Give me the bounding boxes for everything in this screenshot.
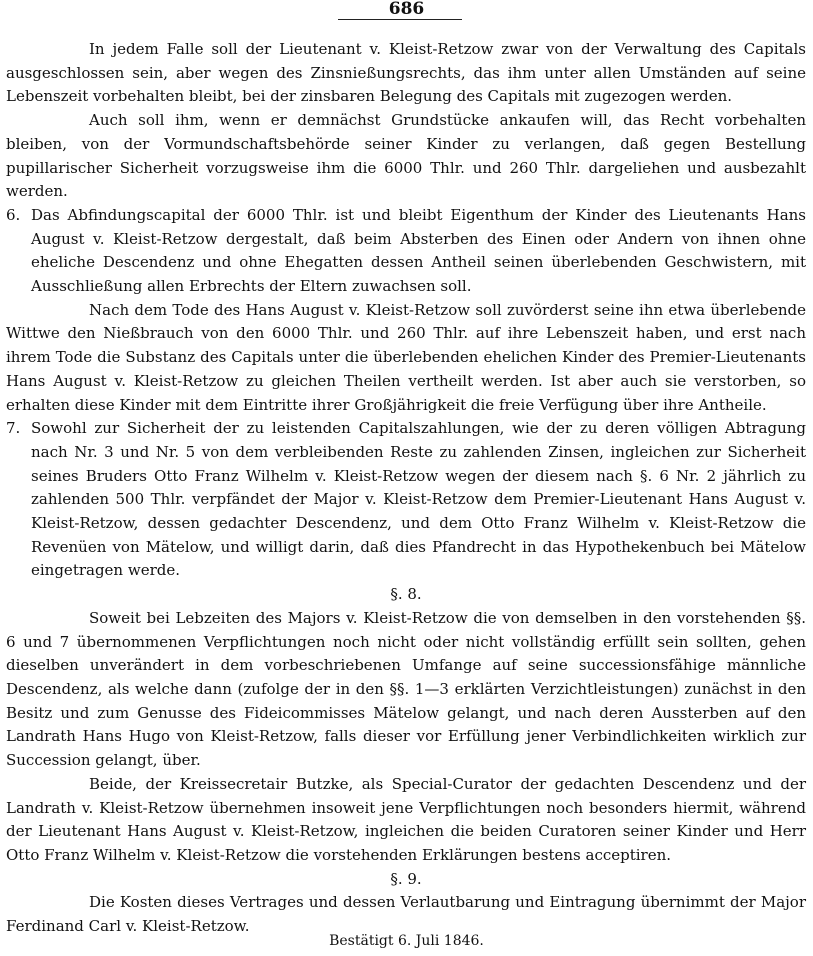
item-number: 7. [6, 419, 21, 438]
header-rule [338, 19, 462, 20]
numbered-item [6, 204, 806, 299]
section-heading: §. 9. [390, 869, 422, 888]
paragraph: Soweit bei Lebzeiten des Majors v. Kleist-Retzow die von demselben in den vorstehenden §§. 6 und 7 übernommenen Verpflichtungen noch nicht oder nicht vollständig erfüllt sein sollten, gehen dieselben unverändert in dem vorbeschriebenen Umfange auf seine successionsfähige männliche Descendenz, als welche dann (zufolge der in den §§. 1—3 erklärten Verzichtleistungen) zunächst in den Besitz und zum Genusse des Fideicommisses Mätelow gelangt, und nach deren Aussterben auf den Landrath Hans Hugo von Kleist-Retzow, falls dieser vor Erfüllung jener Verbindlichkeiten wirklich zur Succession gelangt, über. [6, 608, 806, 770]
numbered-item [6, 417, 806, 583]
paragraph: Auch soll ihm, wenn er demnächst Grundstücke ankaufen will, das Recht vorbehalten bleiben, von der Vormundschaftsbehörde seiner Kinder zu verlangen, daß gegen Bestellung pupillarischer Sicherheit vorzugsweise ihm die 6000 Thlr. und 260 Thlr. dargeliehen und ausbezahlt werden. [6, 111, 806, 201]
page-number: 686 [388, 0, 425, 19]
paragraph: Das Abfindungscapital der 6000 Thlr. ist und bleibt Eigenthum der Kinder des Lieutenants Hans August v. Kleist-Retzow dergestalt, daß beim Absterben des Einen oder Andern von ihnen ohne eheliche Descendenz und ohne Ehegatten dessen Antheil seinen überlebenden Geschwistern, mit Ausschließung allen Erbrechts der Eltern zuwachsen soll. [31, 205, 806, 296]
paragraph: In jedem Falle soll der Lieutenant v. Kleist-Retzow zwar von der Verwaltung des Capitals ausgeschlossen sein, aber wegen des Zinsnießungsrechts, das ihm unter allen Umständen auf seine Lebenszeit vorbehalten bleibt, bei der zinsbaren Belegung des Capitals mit zugezogen werden. [6, 40, 806, 106]
paragraph: Die Kosten dieses Vertrages und dessen Verlautbarung und Eintragung übernimmt der Major Ferdinand Carl v. Kleist-Retzow. [6, 893, 806, 936]
paragraph: Beide, der Kreissecretair Butzke, als Special-Curator der gedachten Descendenz und der Landrath v. Kleist-Retzow übernehmen insoweit jene Verpflichtungen noch besonders hiermit, während der Lieutenant Hans August v. Kleist-Retzow, ingleichen die beiden Curatoren seiner Kinder und Herr Otto Franz Wilhelm v. Kleist-Retzow die vorstehenden Erklärungen bestens acceptiren. [6, 774, 806, 864]
section-heading: §. 8. [390, 585, 422, 604]
paragraph: Sowohl zur Sicherheit der zu leistenden Capitalszahlungen, wie der zu deren völligen Abtragung nach Nr. 3 und Nr. 5 von dem verbleibenden Reste zu zahlenden Zinsen, ingleichen zur Sicherheit seines Bruders Otto Franz Wilhelm v. Kleist-Retzow wegen der diesem nach §. 6 Nr. 2 jährlich zu zahlenden 500 Thlr. verpfändet der Major v. Kleist-Retzow dem Premier-Lieutenant Hans August v. Kleist-Retzow, dessen gedachter Descendenz, und dem Otto Franz Wilhelm v. Kleist-Retzow die Revenüen von Mätelow, und willigt darin, daß dies Pfandrecht in das Hypothekenbuch bei Mätelow eingetragen werde. [31, 419, 806, 580]
confirmation-footer: Bestätigt 6. Juli 1846. [329, 933, 484, 949]
paragraph: Nach dem Tode des Hans August v. Kleist-Retzow soll zuvörderst seine ihn etwa überlebende Wittwe den Nießbrauch von den 6000 Thlr. und 260 Thlr. auf ihre Lebenszeit haben, und erst nach ihrem Tode die Substanz des Capitals unter die überlebenden ehelichen Kinder des Premier-Lieutenants Hans August v. Kleist-Retzow zu gleichen Theilen vertheilt werden. Ist aber auch sie verstorben, so erhalten diese Kinder mit dem Eintritte ihrer Großjährigkeit die freie Verfügung über ihre Antheile. [6, 300, 806, 414]
item-number: 6. [6, 205, 21, 224]
document-body [6, 38, 806, 939]
